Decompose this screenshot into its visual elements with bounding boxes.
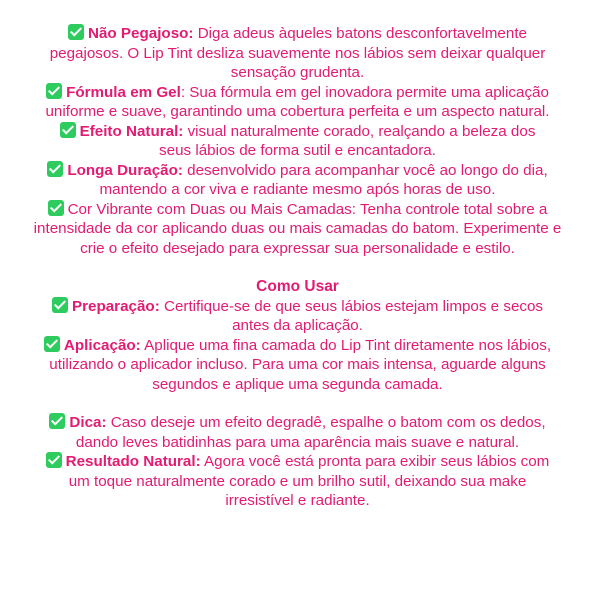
feature-text: : Sua fórmula em gel inovadora permite uma aplicação uniforme e suave, garantindo uma cobertura perfeita e um aspecto natural. (45, 83, 550, 120)
step-title: Aplicação: (63, 336, 141, 354)
feature-title: Longa Duração: (67, 161, 183, 179)
step-aplicacao (0, 336, 595, 395)
feature-text: desenvolvido para acompanhar você ao longo do dia, mantendo a cor viva e radiante mesmo após horas de uso. (99, 161, 548, 198)
check-icon (44, 336, 60, 352)
check-icon (46, 83, 62, 99)
step-preparacao (0, 297, 595, 336)
feature-title: Efeito Natural: (79, 122, 184, 140)
step-title: Preparação: (71, 297, 160, 315)
step-text: Agora você está pronta para exibir seus lábios com um toque naturalmente corado e um brilho sutil, deixando sua make irresistível e radiante. (68, 453, 550, 509)
step-title: Resultado Natural: (65, 453, 201, 470)
check-icon (47, 161, 63, 177)
check-icon (46, 452, 62, 468)
feature-title: Fórmula em Gel (66, 83, 181, 101)
feature-text: visual naturalmente corado, realçando a beleza dos seus lábios de forma sutil e encantadora. (159, 122, 536, 159)
check-icon (60, 122, 76, 138)
feature-text: Cor Vibrante com Duas ou Mais Camadas: Tenha controle total sobre a intensidade da cor aplicando duas ou mais camadas do batom. Experimente e crie o efeito desejado para expressar sua personalidade e estilo. (33, 200, 562, 257)
step-dica (0, 413, 595, 452)
check-icon (52, 297, 68, 313)
step-resultado-natural (0, 452, 595, 511)
step-text: Caso deseje um efeito degradê, espalhe o batom com os dedos, dando leves batidinhas para uma aparência mais suave e natural. (75, 414, 546, 451)
step-text: Certifique-se de que seus lábios estejam limpos e secos antes da aplicação. (159, 297, 544, 334)
feature-efeito-natural (0, 122, 595, 161)
check-icon (48, 200, 64, 216)
how-to-use-heading: Como Usar (256, 278, 339, 295)
feature-formula-em-gel (0, 83, 595, 122)
product-description (0, 24, 595, 511)
feature-text: Diga adeus àqueles batons desconfortavelmente pegajosos. O Lip Tint desliza suavemente nos lábios sem deixar qualquer sensação grudenta. (49, 25, 546, 81)
feature-nao-pegajoso (0, 24, 595, 83)
step-title: Dica: (69, 414, 107, 431)
feature-longa-duracao (0, 161, 595, 200)
feature-title: Não Pegajoso: (87, 25, 194, 42)
check-icon (49, 413, 65, 429)
feature-cor-vibrante (0, 200, 595, 259)
check-icon (68, 24, 84, 40)
step-text: Aplique uma fina camada do Lip Tint diretamente nos lábios, utilizando o aplicador incluso. Para uma cor mais intensa, aguarde alguns segundos e aplique uma segunda camada. (49, 336, 552, 393)
